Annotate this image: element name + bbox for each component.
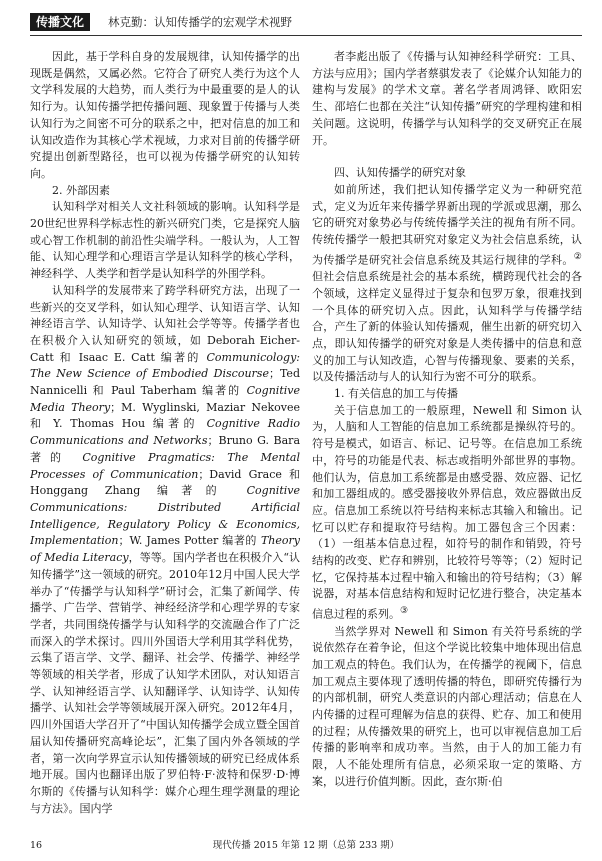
- book-title: Cognitive Communications: Distributed Artificial Intelligence, Regulatory Policy & Economics, Implementation: [30, 484, 300, 548]
- text-run: 如前所述，我们把认知传播学定义为一种研究范式，定义为近年来传播学界新出现的学派或思潮，那么它的研究对象势必与传统传播学关注的视角有所不同。传统传播学一般把其研究对象定义为社会信息系统，认为传播学是研究社会信息系统及其运行规律的学科。: [312, 182, 582, 267]
- paragraph: 当然学界对 Newell 和 Simon 有关符号系统的学说依然存在着争论，但这个学说比较集中地体现出信息加工观点的特色。我们认为，在传播学的视阈下，信息加工观点主要体现了透明传播的特色，即研究传播行为的内部机制，研究人类意识的内部心理活动；信息在人内传播的过程可理解为信息的获得、贮存、加工和使用的过程；从传播效果的研究上，也可以审视信息加工后传播的影响率和成功率。当然，由于人的加工能力有限，人不能处理所有信息，必须采取一定的策略、方案，以进行价值判断。因此，查尔斯·伯: [312, 624, 582, 788]
- paragraph: [312, 403, 582, 624]
- book-title: Cognitive Media Theory: [30, 384, 300, 414]
- book-title: Communicology: The New Science of Embodied Discourse: [30, 350, 300, 381]
- text-run: 认知科学的发展带来了跨学科研究方法，出现了一些新兴的交叉学科，如认知心理学、认知语言学、认知神经语言学、认知诗学、认知社会学等等。传播学者也在积极介入认知研究的领域，如 Deborah Eicher‐Catt 和 Isaac E. Catt 编著的: [30, 283, 300, 364]
- paragraph: [30, 283, 300, 818]
- section-heading: 四、认知传播学的研究对象: [334, 166, 466, 180]
- text-run: ；Ted Nannicelli 和 Paul Taberham 编著的: [30, 367, 300, 398]
- text-run: ；David Grace 和 Honggang Zhang 编著的: [30, 467, 300, 498]
- page-number: 16: [30, 840, 43, 851]
- text-run: 关于信息加工的一般原理，Newell 和 Simon 认为，人脑和人工智能的信息加工系统都是操纵符号的。符号是模式，如语言、标记、记号等。在信息加工系统中，符号的功能是代表、标志或指明外部世界的事物。他们认为，信息加工系统都是由感受器、效应器、记忆和加工器组成的。感受器接收外界信息，效应器做出反应。信息加工系统以符号结构来标志其输入和输出。记忆可以贮存和提取符号结构。加工器包含三个因素：（1）一组基本信息过程，如符号的制作和销毁，符号结构的改变、贮存和辨别，比较符号等等；（2）短时记忆，它保持基本过程中输入和输出的符号结构；（3）解说器，对基本信息结构和短时记忆进行整合，决定基本信息过程的系列。: [312, 403, 582, 621]
- subsection-heading: 1. 有关信息的加工与传播: [334, 387, 458, 401]
- page-footer: [30, 838, 582, 854]
- footnote-marker: ②: [573, 250, 582, 262]
- paragraph: 认知科学对相关人文社科领域的影响。认知科学是20世纪世界科学标志性的新兴研究门类，它是探究人脑或心智工作机制的前沿性尖端学科。一般认为，人工智能、认知心理学和心理语言学是认知科学的核心学科，神经科学、人类学和哲学是认知科学的外围学科。: [30, 200, 300, 281]
- text-run: 但社会信息系统是社会的基本系统，横跨现代社会的各个领域，这样定义显得过于复杂和包罗万象，很难找到一个具体的研究切入点。因此，认知科学与传播学结合，产生了新的体验认知传播观，催生出新的研究切入点，即认知传播学的研究对象是人类传播中的信息和意义的加工与认知改造，心智与传播现象、要素的关系，以及传播活动与人的认知行为密不可分的联系。: [312, 270, 582, 384]
- footnote-marker: ③: [400, 605, 409, 617]
- paragraph: [312, 182, 582, 386]
- left-column: [30, 49, 300, 829]
- paragraph: 因此，基于学科自身的发展规律，认知传播学的出现既是偶然，又属必然。它符合了研究人类行为这个人文学科发展的大趋势，而人类行为中最重要的是人的认知行为。认知传播学把传播问题、现象置于传播与人类认知行为之间密不可分的联系之中，把对信息的加工和认知改造作为其核心学术视域，力求对目前的传播学研究提出创新型路径，也可以视为传播学研究的认知转向。: [30, 50, 300, 180]
- column-label-badge: 传播文化: [30, 13, 90, 31]
- text-run: ；M. Wyglinski, Maziar Nekovee 和 Y. Thomas Hou 编著的: [30, 400, 300, 431]
- page-header: [30, 7, 582, 41]
- text-run: ；W. James Potter 编著的: [118, 534, 261, 548]
- subsection-heading: 2. 外部因素: [52, 183, 110, 197]
- book-title: Cognitive Pragmatics: The Mental Processes of Communication: [30, 450, 300, 481]
- paragraph: 者李彪出版了《传播与认知神经科学研究：工具、方法与应用》；国内学者蔡骐发表了《论媒介认知能力的建构与发展》的学术文章。著名学者周鸿铎、欧阳宏生、邵培仁也都在关注“认知传播”研究的学理构建和相关问题。这说明，传播学与认知科学的交叉研究正在展开。: [312, 50, 582, 147]
- book-title: Theory of Media Literacy: [30, 534, 300, 565]
- book-title: Cognitive Radio Communications and Networks: [30, 417, 300, 448]
- text-run: ；Bruno G. Bara 著的: [30, 434, 300, 464]
- text-run: ，等等。国内学者也在积极介入“认知传播学”这一领域的研究。2010年12月中国人民大学举办了“传播学与认知科学”研讨会，汇集了新闻学、传播学、广告学、营销学、神经经济学和心理学界的专家学者，共同围绕传播学与认知科学的交流融合作了广泛而深入的学术探讨。四川外国语大学利用其学科优势，云集了语言学、文学、翻译、社会学、传播学、神经学等领域的相关学者，形成了认知学术团队，对认知语言学、认知神经语言学、认知翻译学、认知诗学、认知传播学、认知社会学等领域展开深入研究。2012年4月，四川外国语大学召开了“中国认知传播学会成立暨全国首届认知传播研究高峰论坛”，汇集了国内外各领域的学者，第一次向学界宣示认知传播领域的研究已经成体系地开展。国内也翻译出版了罗伯特·F·波特和保罗·D·博尔斯的《传播与认知科学：媒介心理生理学测量的理论与方法》。国内学: [30, 551, 300, 815]
- right-column: [312, 49, 582, 829]
- header-rule: [30, 35, 582, 36]
- journal-citation: 现代传播 2015 年第 12 期（总第 233 期）: [212, 840, 400, 851]
- running-title: 林克勤：认知传播学的宏观学术视野: [108, 15, 292, 29]
